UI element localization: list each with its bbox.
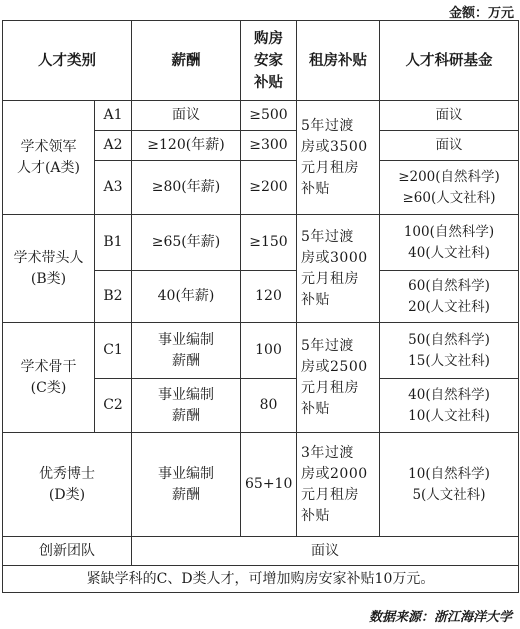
note-row bbox=[3, 566, 519, 593]
level-cell: B1 bbox=[95, 215, 132, 271]
unit-label: 金额：万元 bbox=[448, 6, 514, 21]
salary-cell: 事业编制 薪酬 bbox=[132, 433, 241, 537]
header-salary: 薪酬 bbox=[132, 21, 241, 101]
level-cell: C1 bbox=[95, 323, 132, 379]
header-row bbox=[3, 21, 519, 101]
category-c: 学术骨干 (C类) bbox=[3, 323, 95, 433]
table-row bbox=[3, 323, 519, 379]
salary-cell: 面议 bbox=[132, 101, 241, 131]
level-cell: A3 bbox=[95, 161, 132, 215]
salary-cell: 40(年薪) bbox=[132, 271, 241, 323]
salary-cell: 事业编制 薪酬 bbox=[132, 379, 241, 433]
level-cell: C2 bbox=[95, 379, 132, 433]
rent-cell-c: 5年过渡 房或2500 元月租房 补贴 bbox=[297, 323, 380, 433]
fund-cell: 面议 bbox=[380, 101, 519, 131]
fund-cell: 100(自然科学) 40(人文社科) bbox=[380, 215, 519, 271]
data-source: 数据来源：浙江海洋大学 bbox=[368, 610, 512, 625]
housing-cell: ≥150 bbox=[241, 215, 297, 271]
rent-cell-a: 5年过渡 房或3500 元月租房 补贴 bbox=[297, 101, 380, 215]
talent-policy-table bbox=[2, 20, 519, 593]
header-rent: 租房补贴 bbox=[297, 21, 380, 101]
fund-cell: 60(自然科学) 20(人文社科) bbox=[380, 271, 519, 323]
fund-cell: 40(自然科学) 10(人文社科) bbox=[380, 379, 519, 433]
footnote: 紧缺学科的C、D类人才，可增加购房安家补贴10万元。 bbox=[3, 566, 519, 593]
header-fund: 人才科研基金 bbox=[380, 21, 519, 101]
housing-cell: 100 bbox=[241, 323, 297, 379]
housing-cell: ≥500 bbox=[241, 101, 297, 131]
housing-cell: 120 bbox=[241, 271, 297, 323]
level-cell: B2 bbox=[95, 271, 132, 323]
salary-cell: ≥80(年薪) bbox=[132, 161, 241, 215]
level-cell: A2 bbox=[95, 131, 132, 161]
category-d: 优秀博士 (D类) bbox=[3, 433, 132, 537]
rent-cell-d: 3年过渡 房或2000 元月租房 补贴 bbox=[297, 433, 380, 537]
level-cell: A1 bbox=[95, 101, 132, 131]
header-housing: 购房 安家 补贴 bbox=[241, 21, 297, 101]
salary-cell: ≥120(年薪) bbox=[132, 131, 241, 161]
category-b: 学术带头人 (B类) bbox=[3, 215, 95, 323]
fund-cell: 面议 bbox=[380, 131, 519, 161]
table-row bbox=[3, 537, 519, 566]
fund-cell: 10(自然科学) 5(人文社科) bbox=[380, 433, 519, 537]
team-value: 面议 bbox=[132, 537, 519, 566]
header-category: 人才类别 bbox=[3, 21, 132, 101]
housing-cell: 65+10 bbox=[241, 433, 297, 537]
rent-cell-b: 5年过渡 房或3000 元月租房 补贴 bbox=[297, 215, 380, 323]
housing-cell: ≥300 bbox=[241, 131, 297, 161]
category-team: 创新团队 bbox=[3, 537, 132, 566]
fund-cell: 50(自然科学) 15(人文社科) bbox=[380, 323, 519, 379]
table-row bbox=[3, 433, 519, 537]
salary-cell: ≥65(年薪) bbox=[132, 215, 241, 271]
housing-cell: ≥200 bbox=[241, 161, 297, 215]
category-a: 学术领军 人才(A类) bbox=[3, 101, 95, 215]
salary-cell: 事业编制 薪酬 bbox=[132, 323, 241, 379]
table-row bbox=[3, 101, 519, 131]
table-row bbox=[3, 215, 519, 271]
fund-cell: ≥200(自然科学) ≥60(人文社科) bbox=[380, 161, 519, 215]
housing-cell: 80 bbox=[241, 379, 297, 433]
